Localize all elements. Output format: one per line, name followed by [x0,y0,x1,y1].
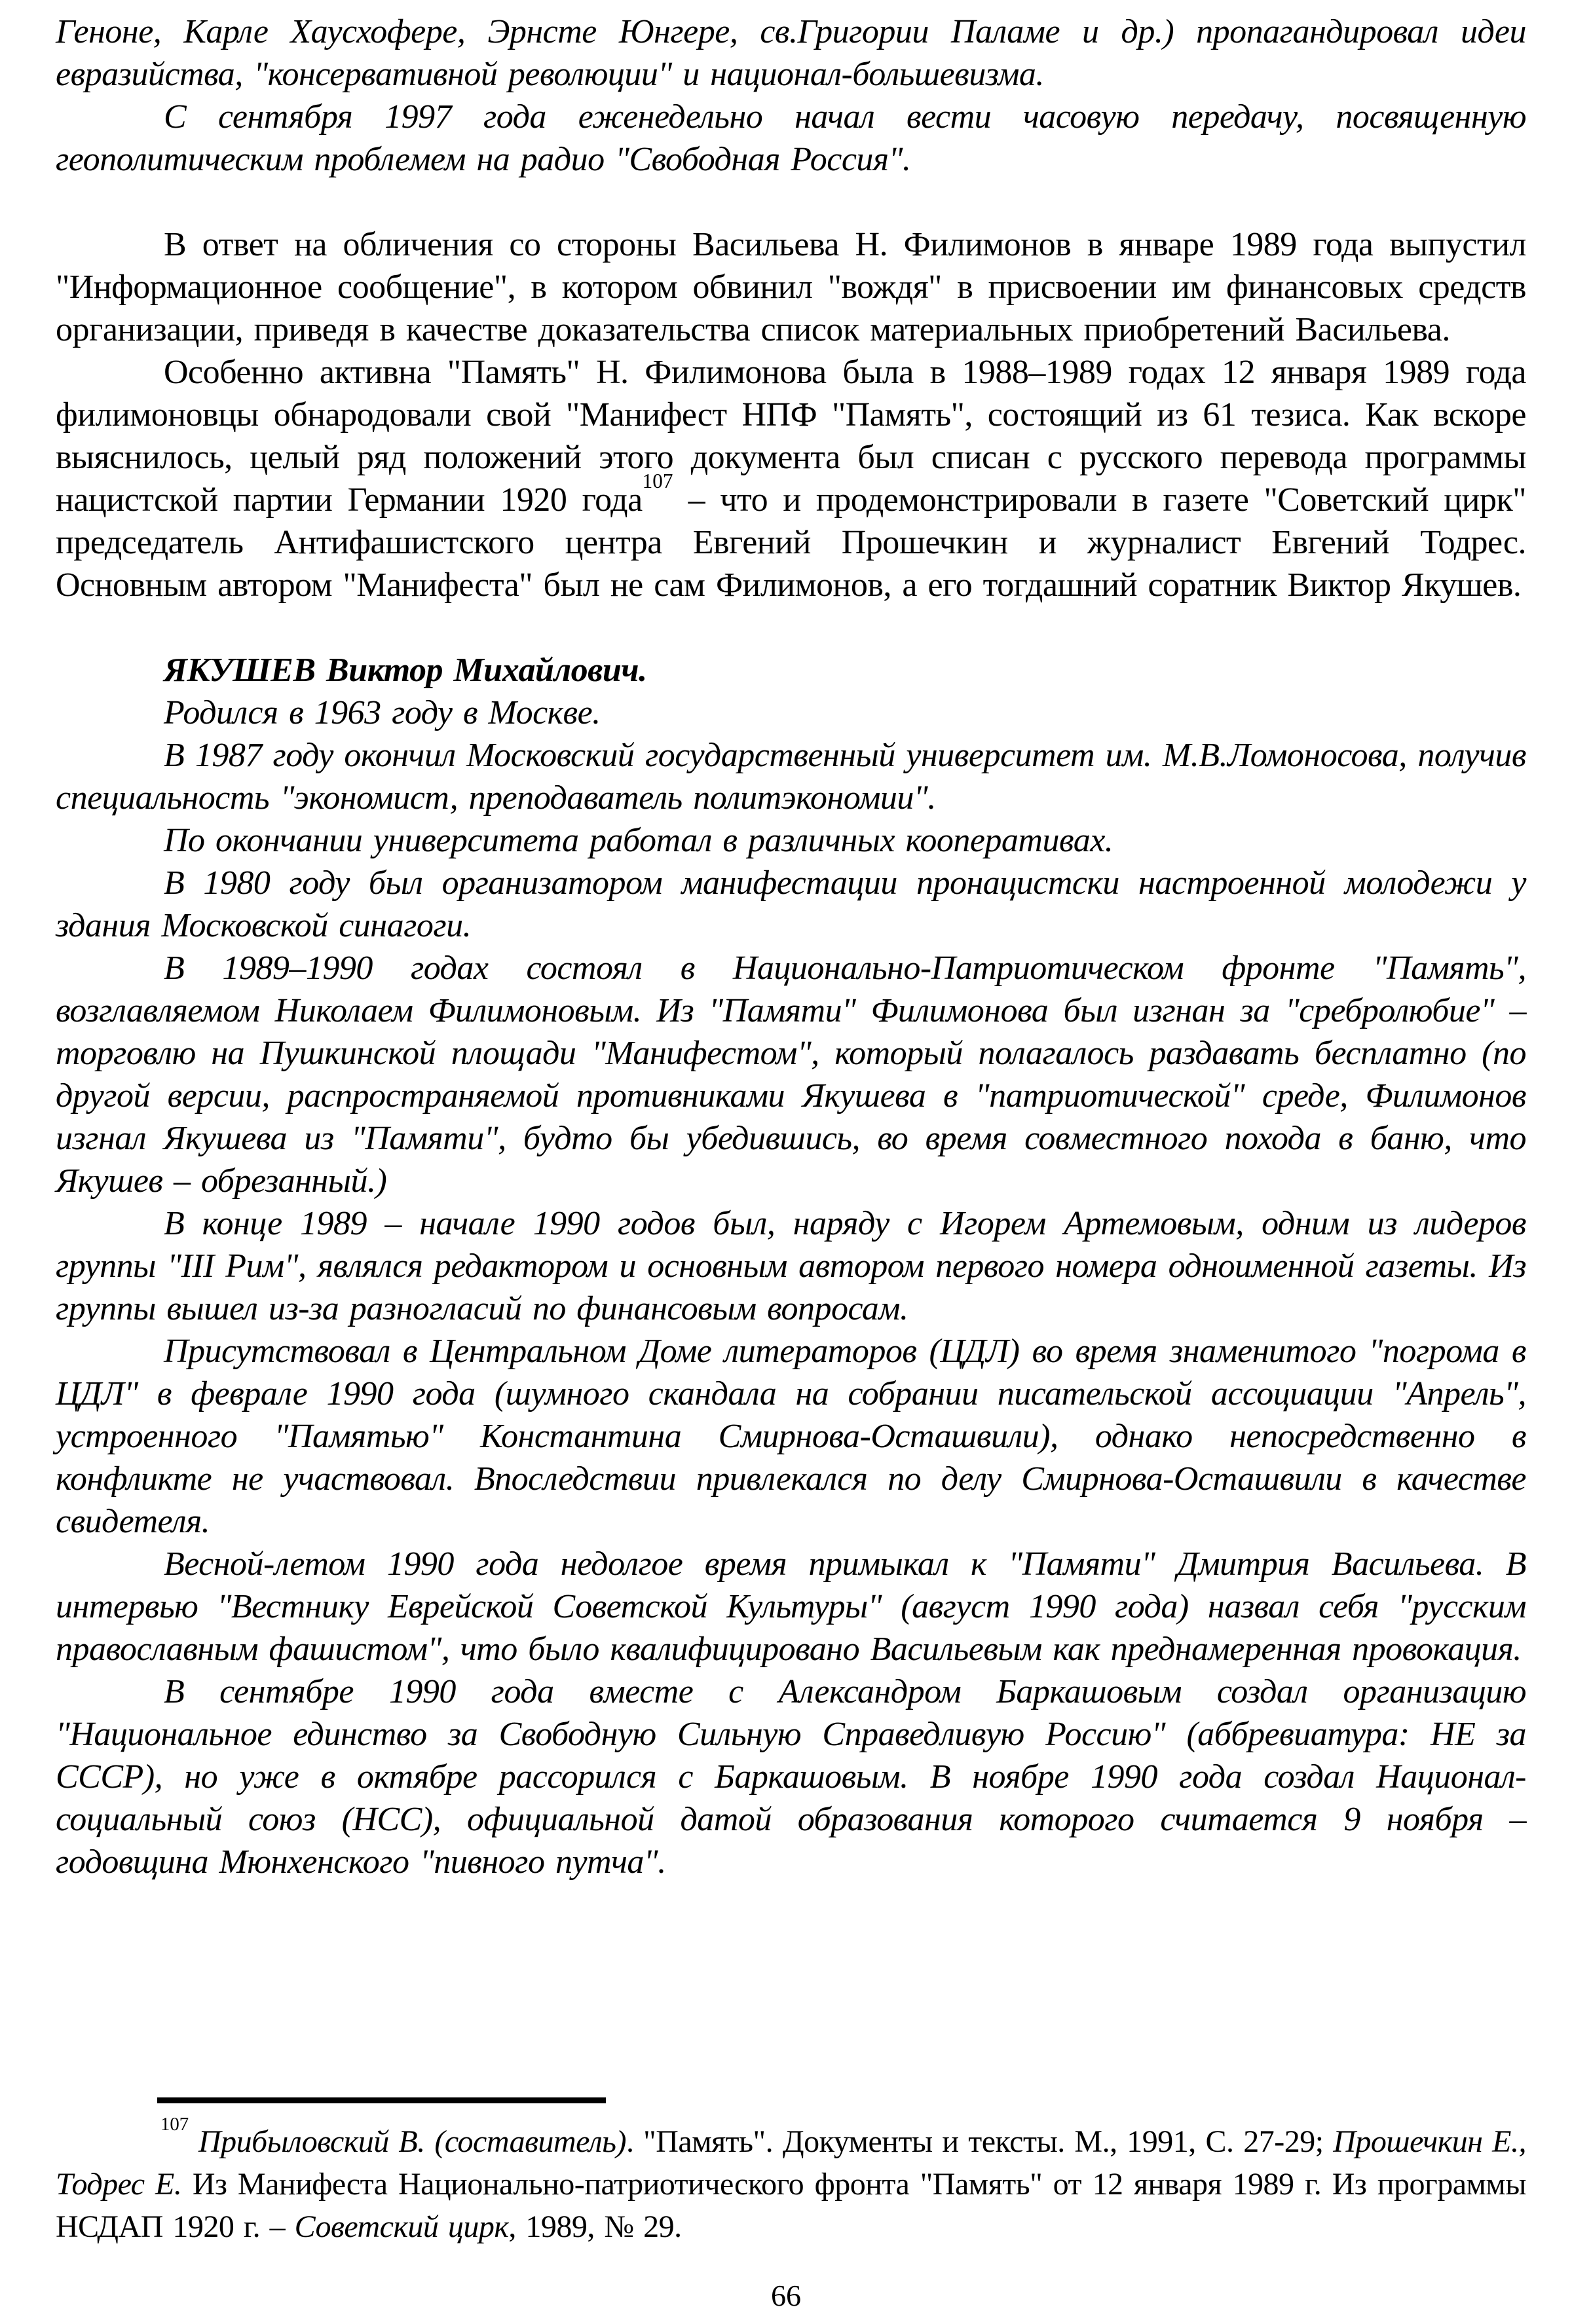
footnote-separator [157,2097,606,2103]
footnote-segment: , 1989, № 29. [508,2209,682,2244]
bio-paragraph: В 1989–1990 годах состоял в Национально-Патриотическом фронте "Память", возглавляемом Николаем Филимоновым. Из "Памяти" Филимонова был изгнан за "сребролюбие" – торговлю на Пушкинской площади "Манифестом", который полагалось раздавать бесплатно (по другой версии, распространяемой противниками Якушева в "патриотической" среде, Филимонов изгнал Якушева из "Памяти", будто бы убедившись, во время совместного похода в баню, что Якушев – обрезанный.) [56,950,1526,1200]
bio-paragraph: В 1980 году был организатором манифестации пронацистски настроенной молодежи у здания Московской синагоги. [56,864,1526,944]
bio-paragraph: Присутствовал в Центральном Доме литераторов (ЦДЛ) во время знаменитого "погрома в ЦДЛ" в феврале 1990 года (шумного скандала на собрании писательской ассоциации "Апрель", устроенного "Памятью" Константина Смирнова-Осташвили), однако непосредственно в конфликте не участвовал. Впоследствии привлекался по делу Смирнова-Осташвили в качестве свидетеля. [56,1333,1526,1540]
footnote [56,2114,1527,2248]
bio-paragraph: В 1987 году окончил Московский государственный университет им. М.В.Ломоносова, получив специальность "экономист, преподаватель политэкономии". [56,737,1526,817]
bio-paragraph: В сентябре 1990 года вместе с Александром Баркашовым создал организацию "Национальное единство за Свободную Сильную Справедливую Россию" (аббревиатура: НЕ за СССР), но уже в октябре рассорился с Баркашовым. В ноябре 1990 года создал Национал-социальный союз (НСС), официальной датой образования которого считается 9 ноября – годовщина Мюнхенского "пивного путча". [56,1673,1526,1881]
bio-paragraph: Родился в 1963 году в Москве. [164,694,601,731]
paragraph-reply: В ответ на обличения со стороны Васильева Н. Филимонов в январе 1989 года выпустил "Информационное сообщение", в котором обвинил "вождя" в присвоении им финансовых средств организации, приведя в качестве доказательства список материальных приобретений Васильева. [56,226,1526,348]
footnote-segment: Прошечкин Е., Тодрес Е. [56,2124,1526,2202]
footnote-segment: Прибыловский В. (составитель) [198,2124,626,2159]
footnote-segment: Из Манифеста Национально-патриотического фронта "Память" от 12 января 1989 г. Из программы НСДАП 1920 г. – [56,2167,1527,2244]
manifest-text-after-ref: – что и продемонстрировали в газете "Советский цирк" председатель Антифашистского центра Евгений Прошечкин и журналист Евгений Тодрес. Основным автором "Манифеста" был не сам Филимонов, а его тогдашний соратник Виктор Якушев. [56,481,1526,604]
bio-paragraph: По окончании университета работал в различных кооперативах. [164,822,1114,859]
paragraph-manifest [56,351,1526,606]
footnote-marker: 107 [160,2114,189,2135]
footnote-segment: Советский цирк [294,2209,509,2244]
manifest-text-before-ref: Особенно активна "Память" Н. Филимонова была в 1988–1989 годах 12 января 1989 года филимоновцы обнародовали свой "Манифест НПФ "Память", состоящий из 61 тезиса. Как вскоре выяснилось, целый ряд положений этого документа был списан с русского перевода программы нацистской партии Германии 1920 года [56,354,1526,519]
section-heading-yakushev: ЯКУШЕВ Виктор Михайлович. [164,652,647,689]
paragraph-continuation: Геноне, Карле Хаусхофере, Эрнсте Юнгере, св.Григории Паламе и др.) пропагандировал идеи евразийства, "консервативной революции" и национал-большевизма. [56,13,1526,93]
paragraph-radio: С сентября 1997 года еженедельно начал вести часовую передачу, посвященную геополитическим проблемем на радио "Свободная Россия". [56,98,1526,178]
document-body [56,10,1526,1883]
footnote-segment: . "Память". Документы и тексты. М., 1991, С. 27-29; [626,2124,1334,2159]
page-number: 66 [771,2279,801,2312]
bio-paragraph: В конце 1989 – начале 1990 годов был, наряду с Игорем Артемовым, одним из лидеров группы "III Рим", являлся редактором и основным автором первого номера одноименной газеты. Из группы вышел из-за разногласий по финансовым вопросам. [56,1205,1526,1327]
bio-paragraph: Весной-летом 1990 года недолгое время примыкал к "Памяти" Дмитрия Васильева. В интервью "Вестнику Еврейской Советской Культуры" (август 1990 года) назвал себя "русским православным фашистом", что было квалифицировано Васильевым как преднамеренная провокация. [56,1545,1526,1668]
footnote-ref-107: 107 [642,469,673,492]
